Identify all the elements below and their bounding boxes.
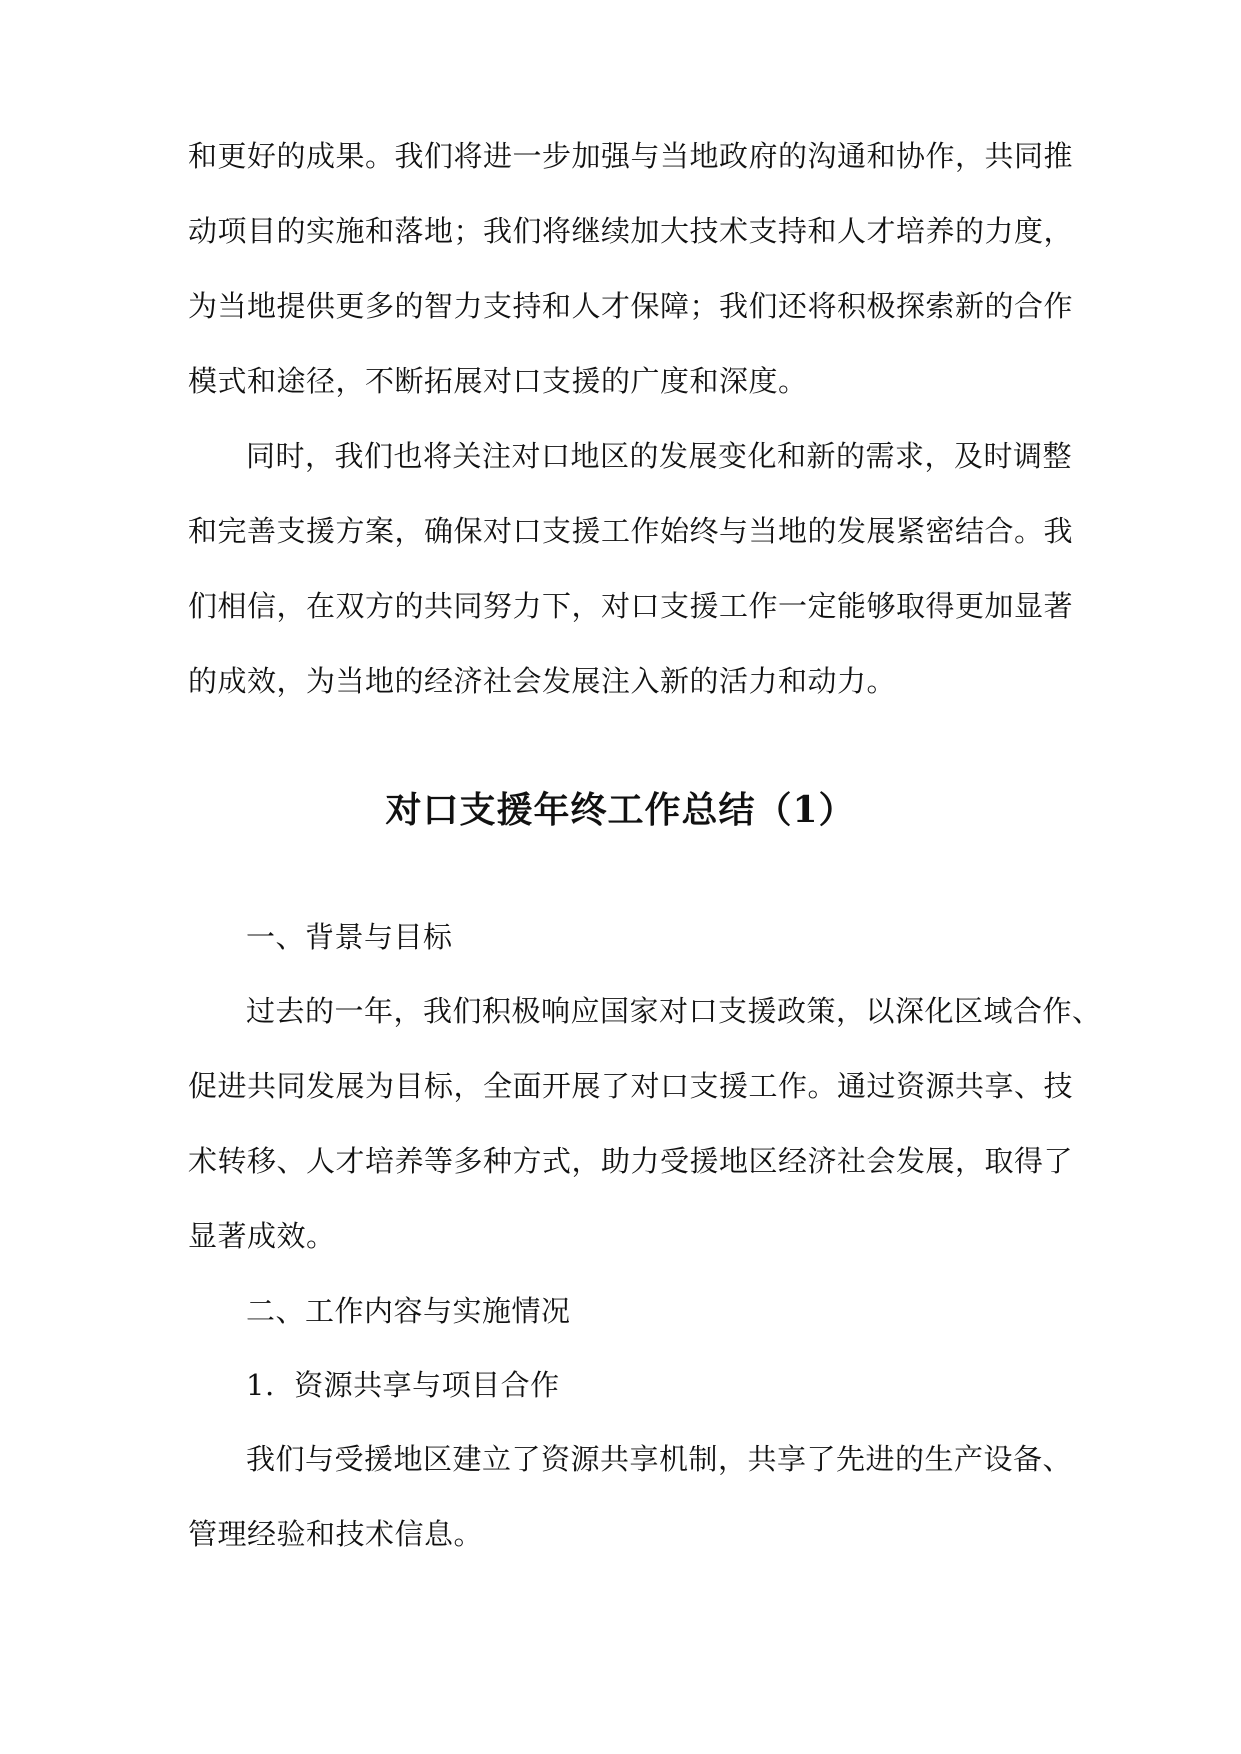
paragraph-line: 促进共同发展为目标，全面开展了对口支援工作。通过资源共享、技 <box>188 1069 1074 1103</box>
paragraph-line: 管理经验和技术信息。 <box>188 1517 484 1551</box>
paragraph-line: 和完善支援方案，确保对口支援工作始终与当地的发展紧密结合。我 <box>188 514 1074 548</box>
paragraph-line: 同时，我们也将关注对口地区的发展变化和新的需求，及时调整 <box>246 439 1073 473</box>
section-2 <box>188 1274 1053 1349</box>
section-heading: 二、工作内容与实施情况 <box>246 1294 571 1328</box>
paragraph-line: 和更好的成果。我们将进一步加强与当地政府的沟通和协作，共同推 <box>188 139 1074 173</box>
section-1-paragraph <box>188 974 1102 1274</box>
paragraph-line: 显著成效。 <box>188 1219 336 1253</box>
subsection-1-paragraph <box>188 1422 1073 1572</box>
subsection-1 <box>188 1348 1053 1423</box>
document-title: 对口支援年终工作总结（1） <box>385 789 856 831</box>
paragraph-line: 过去的一年，我们积极响应国家对口支援政策，以深化区域合作、 <box>246 994 1102 1028</box>
paragraph-line: 动项目的实施和落地；我们将继续加大技术支持和人才培养的力度， <box>188 214 1074 248</box>
continued-paragraph-1 <box>188 119 1074 419</box>
subsection-heading: 1. 资源共享与项目合作 <box>246 1368 560 1402</box>
paragraph-line: 们相信，在双方的共同努力下，对口支援工作一定能够取得更加显著 <box>188 589 1074 623</box>
section-heading: 一、背景与目标 <box>246 920 453 954</box>
paragraph-line: 术转移、人才培养等多种方式，助力受援地区经济社会发展，取得了 <box>188 1144 1074 1178</box>
continued-paragraph-2 <box>188 419 1074 719</box>
paragraph-line: 模式和途径，不断拓展对口支援的广度和深度。 <box>188 364 808 398</box>
paragraph-line: 我们与受援地区建立了资源共享机制，共享了先进的生产设备、 <box>246 1442 1073 1476</box>
section-1 <box>188 900 1053 975</box>
paragraph-line: 的成效，为当地的经济社会发展注入新的活力和动力。 <box>188 664 897 698</box>
paragraph-line: 为当地提供更多的智力支持和人才保障；我们还将积极探索新的合作 <box>188 289 1074 323</box>
